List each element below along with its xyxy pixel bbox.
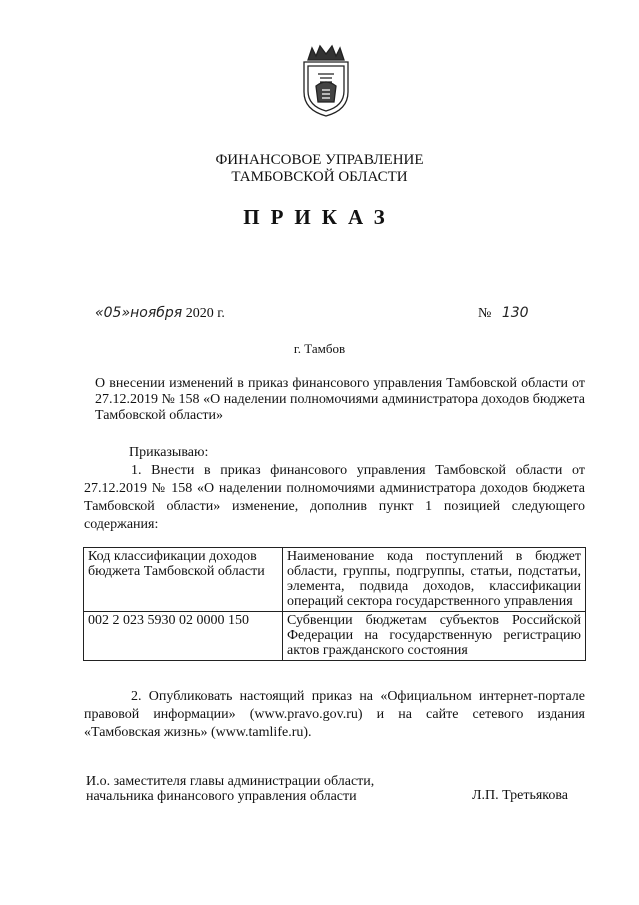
number-label: №	[478, 306, 492, 321]
order-item-2: 2. Опубликовать настоящий приказ на «Официальном интернет-портале правовой информации» (www.pravo.gov.ru) и на сайте сетевого издания «Тамбовская жизнь» (www.tamlife.ru).	[84, 689, 585, 740]
organization-name	[0, 152, 639, 186]
order-item-2-block	[84, 688, 585, 742]
date-day-handwritten: «05»	[95, 305, 131, 321]
city-of-issue: г. Тамбов	[293, 341, 346, 356]
table-row	[84, 612, 586, 661]
document-type-title: ПРИКАЗ	[243, 205, 396, 229]
signatory-position-line-2: начальника финансового управления области	[86, 789, 357, 804]
table-header-code: Код классификации доходов бюджета Тамбовской области	[84, 548, 283, 612]
org-line-1: ФИНАНСОВОЕ УПРАВЛЕНИЕ	[215, 152, 424, 168]
table-cell-name: Субвенции бюджетам субъектов Российской Федерации на государственную регистрацию актов гражданского состояния	[283, 612, 586, 661]
table-header-row	[84, 548, 586, 612]
order-subject: О внесении изменений в приказ финансового управления Тамбовской области от 27.12.2019 № 158 «О наделении полномочиями администратора доходов бюджета Тамбовской области»	[95, 376, 585, 423]
date-year: 2020 г.	[185, 306, 225, 321]
classification-table	[83, 547, 586, 661]
signatory-position-line-1: И.о. заместителя главы администрации области,	[86, 774, 375, 789]
date-month-handwritten: ноября	[130, 305, 183, 321]
table-cell-code: 002 2 023 5930 02 0000 150	[84, 612, 283, 661]
table-header-name: Наименование кода поступлений в бюджет области, группы, подгруппы, статьи, подстатьи, элемента, подвида доходов, классификации операций сектора государственного управления	[283, 548, 586, 612]
coat-of-arms-emblem	[298, 44, 354, 118]
order-directive: Приказываю:	[129, 445, 209, 460]
document-date	[95, 305, 225, 322]
order-body	[84, 444, 585, 534]
org-line-2: ТАМБОВСКОЙ ОБЛАСТИ	[231, 169, 408, 185]
signatory-position	[86, 774, 374, 804]
order-item-1: 1. Внести в приказ финансового управления Тамбовской области от 27.12.2019 № 158 «О наделении полномочиями администратора доходов бюджета Тамбовской области» изменение, дополнив пункт 1 позицией следующего содержания:	[84, 463, 585, 532]
number-handwritten: 130	[501, 305, 529, 321]
document-number	[478, 305, 529, 322]
signatory-name: Л.П. Третьякова	[472, 788, 569, 803]
